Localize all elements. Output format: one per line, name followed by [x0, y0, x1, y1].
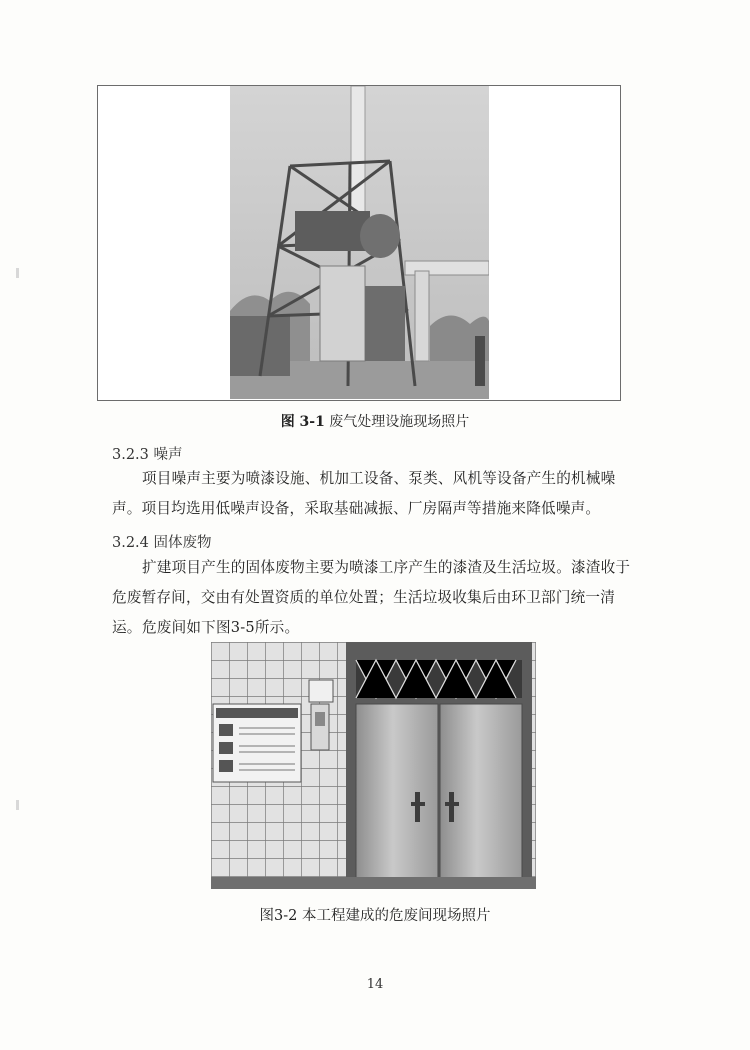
section-heading-noise: 3.2.3 噪声	[112, 447, 183, 463]
figure-2-caption: 图3-2 本工程建成的危废间现场照片	[259, 908, 491, 924]
figure-1-caption-text: 废气处理设施现场照片	[324, 414, 470, 430]
solid-waste-figure-reference: 危废间如下图3-5所示。	[142, 619, 300, 636]
page-number: 14	[366, 977, 384, 992]
figure-2-photo	[211, 642, 536, 889]
scan-artifact	[16, 800, 19, 810]
figure-1-caption-number: 图 3-1	[280, 414, 325, 430]
solid-waste-paragraph: 扩建项目产生的固体废物主要为喷漆工序产生的漆渣及生活垃圾。漆渣收于危废暂存间，交由有处置资质的单位处置；生活垃圾收集后由环卫部门统一清运。	[112, 559, 631, 636]
hazardous-waste-door-illustration	[211, 642, 536, 889]
section-heading-solid-waste: 3.2.4 固体废物	[112, 535, 212, 551]
figure-1-photo	[230, 86, 489, 399]
noise-paragraph: 项目噪声主要为喷漆设施、机加工设备、泵类、风机等设备产生的机械噪声。项目均选用低噪声设备，采取基础减振、厂房隔声等措施来降低噪声。	[112, 470, 616, 517]
scan-artifact	[16, 268, 19, 278]
figure-1-caption	[0, 411, 750, 431]
exhaust-tower-illustration	[230, 86, 489, 399]
